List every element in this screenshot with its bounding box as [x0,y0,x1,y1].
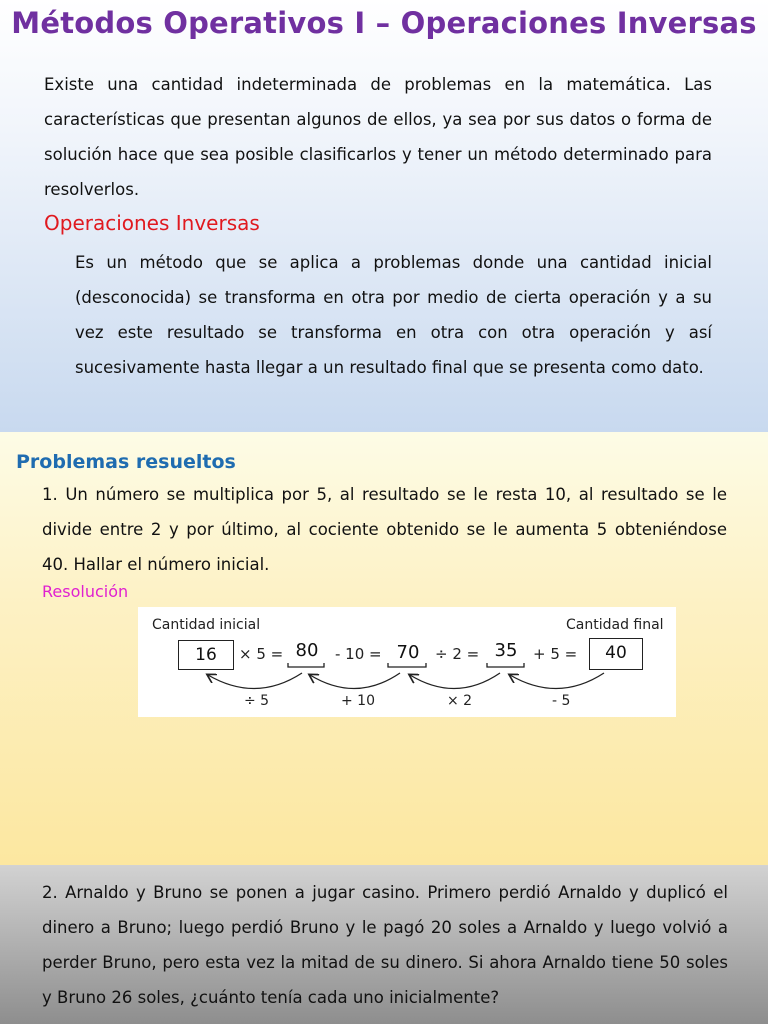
op-times-5: × 5 = [239,645,284,663]
op-plus-5: + 5 = [533,645,578,663]
intro-paragraph: Existe una cantidad indeterminada de problemas en la matemática. Las características que presentan algunos de ellos, ya sea por sus datos o forma de solución hace que sea posible clasificarlos y tener un método determinado para resolverlos. [44,75,712,199]
inverse-operations-diagram [138,607,676,717]
inverse-plus-10: + 10 [341,693,375,709]
arrow-inverse-2 [310,673,400,689]
resolution-label: Resolución [42,582,129,601]
blank-underline-1 [288,663,324,667]
arrow-inverse-3 [410,673,500,689]
slide-title: Métodos Operativos I – Operaciones Inversas [11,6,757,40]
final-value-box: 40 [589,638,643,670]
intermediate-35: 35 [494,640,518,661]
slide-problema-2 [0,865,768,1024]
definition-paragraph: Es un método que se aplica a problemas donde una cantidad inicial (desconocida) se transforma en otra por medio de cierta operación y a su vez este resultado se transforma en otra con otra operación y así sucesivamente hasta llegar a un resultado final que se presenta como dato. [75,253,712,377]
blank-underline-2 [388,663,426,667]
slide-operaciones-inversas [0,0,768,432]
initial-value-box: 16 [178,640,234,670]
section-subtitle: Operaciones Inversas [44,211,260,235]
arrow-inverse-1 [208,673,302,689]
inverse-divide-5: ÷ 5 [244,693,270,709]
label-initial: Cantidad inicial [152,617,261,633]
arrow-inverse-4 [510,673,604,689]
op-divide-2: ÷ 2 = [435,645,480,663]
label-final: Cantidad final [566,617,664,633]
blank-underline-3 [487,663,524,667]
intermediate-80: 80 [295,640,319,661]
intermediate-70: 70 [396,642,420,663]
section-heading: Problemas resueltos [16,451,236,473]
inverse-minus-5: - 5 [552,693,571,709]
problem-2-text: 2. Arnaldo y Bruno se ponen a jugar casino. Primero perdió Arnaldo y duplicó el dinero a Bruno; luego perdió Bruno y le pagó 20 soles a Arnaldo y luego volvió a perder Bruno, pero esta vez la mitad de su dinero. Si ahora Arnaldo tiene 50 soles y Bruno 26 soles, ¿cuánto tenía cada uno inicialmente? [42,883,728,1007]
slide-problemas-resueltos [0,432,768,865]
problem-1-text: 1. Un número se multiplica por 5, al resultado se le resta 10, al resultado se le divide entre 2 y por último, al cociente obtenido se le aumenta 5 obteniéndose 40. Hallar el número inicial. [42,485,727,574]
inverse-times-2: × 2 [447,693,473,709]
op-minus-10: - 10 = [335,645,382,663]
